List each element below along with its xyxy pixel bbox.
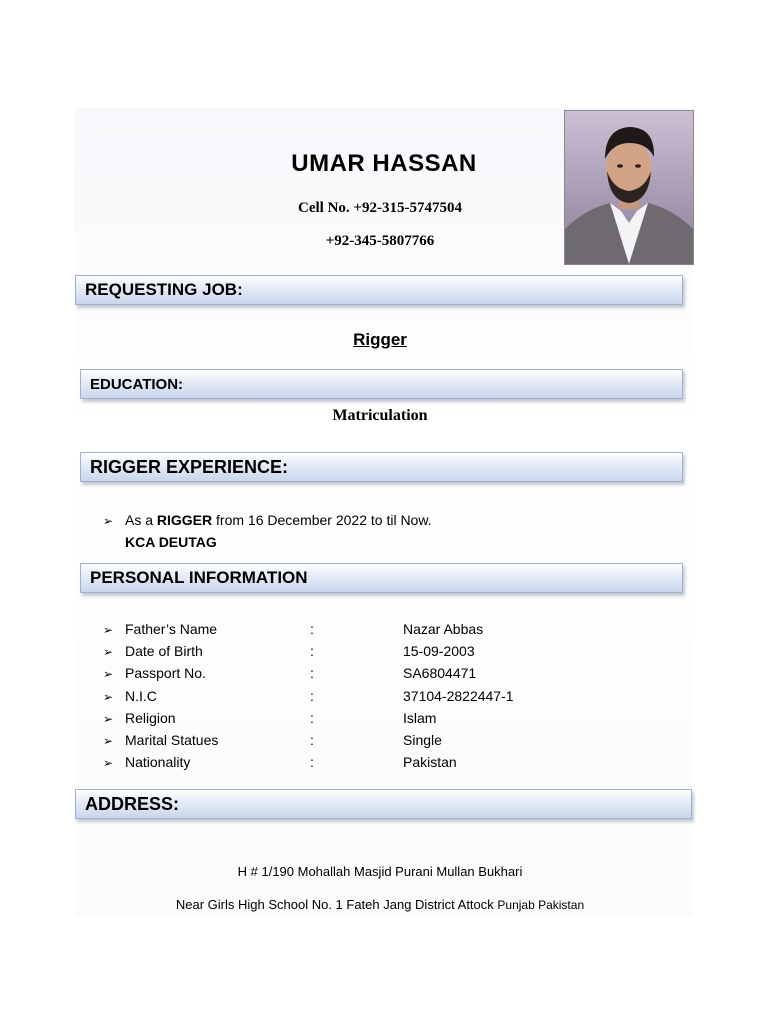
person-portrait-icon bbox=[565, 111, 693, 264]
info-colon: : bbox=[310, 621, 314, 637]
info-label: ➢ N.I.C bbox=[103, 687, 157, 704]
personal-info-row bbox=[103, 643, 623, 665]
info-label: ➢ Nationality bbox=[103, 754, 191, 771]
info-label: ➢ Passport No. bbox=[103, 665, 206, 682]
cell-number-secondary: +92-345-5807766 bbox=[325, 233, 435, 249]
personal-info-row bbox=[103, 754, 623, 776]
address-line-1: H # 1/190 Mohallah Masjid Purani Mullan Bukhari bbox=[237, 864, 523, 879]
personal-info-row bbox=[103, 665, 623, 687]
info-colon: : bbox=[310, 687, 314, 704]
bullet-arrow-icon: ➢ bbox=[103, 711, 114, 726]
info-value: 37104-2822447-1 bbox=[403, 687, 514, 704]
bullet-arrow-icon: ➢ bbox=[103, 734, 114, 748]
personal-info-row bbox=[103, 732, 623, 754]
bullet-arrow-icon: ➢ bbox=[103, 645, 114, 660]
section-header-requesting-job: REQUESTING JOB: bbox=[75, 275, 683, 305]
info-colon: : bbox=[310, 732, 314, 748]
experience-line: ➢ As a RIGGER from 16 December 2022 to til Now. bbox=[103, 512, 432, 528]
info-label: ➢ Marital Statues bbox=[103, 732, 219, 748]
job-title: Rigger bbox=[353, 330, 407, 349]
info-colon: : bbox=[310, 709, 314, 726]
bullet-arrow-icon: ➢ bbox=[103, 689, 114, 704]
personal-info-row bbox=[103, 710, 623, 732]
info-value: 15-09-2003 bbox=[403, 643, 475, 660]
info-label: ➢ Religion bbox=[103, 709, 176, 726]
section-header-experience: RIGGER EXPERIENCE: bbox=[80, 452, 683, 482]
info-value: SA6804471 bbox=[403, 665, 477, 682]
personal-info-row bbox=[103, 621, 623, 643]
info-colon: : bbox=[310, 665, 314, 682]
address-line-2: Near Girls High School No. 1 Fateh Jang District Attock Punjab Pakistan bbox=[175, 897, 585, 912]
profile-photo bbox=[564, 110, 694, 265]
info-value: Single bbox=[403, 732, 442, 748]
bullet-arrow-icon: ➢ bbox=[103, 623, 114, 637]
cell-number-primary: Cell No. +92-315-5747504 bbox=[298, 200, 462, 216]
candidate-name: UMAR HASSAN bbox=[291, 150, 477, 177]
personal-info-row bbox=[103, 688, 623, 710]
info-value: Pakistan bbox=[403, 754, 457, 771]
experience-company: KCA DEUTAG bbox=[125, 534, 217, 550]
info-label: ➢ Date of Birth bbox=[103, 643, 203, 660]
section-header-education: EDUCATION: bbox=[80, 369, 683, 399]
section-header-personal-information: PERSONAL INFORMATION bbox=[80, 563, 683, 593]
section-header-address: ADDRESS: bbox=[75, 789, 692, 819]
bullet-arrow-icon: ➢ bbox=[103, 756, 114, 771]
info-colon: : bbox=[310, 643, 314, 660]
education-value: Matriculation bbox=[332, 407, 428, 424]
bullet-arrow-icon: ➢ bbox=[103, 514, 114, 528]
info-value: Islam bbox=[403, 709, 437, 726]
info-label: ➢ Father’s Name bbox=[103, 621, 218, 637]
info-colon: : bbox=[310, 754, 314, 771]
bullet-arrow-icon: ➢ bbox=[103, 667, 114, 682]
info-value: Nazar Abbas bbox=[403, 621, 484, 637]
